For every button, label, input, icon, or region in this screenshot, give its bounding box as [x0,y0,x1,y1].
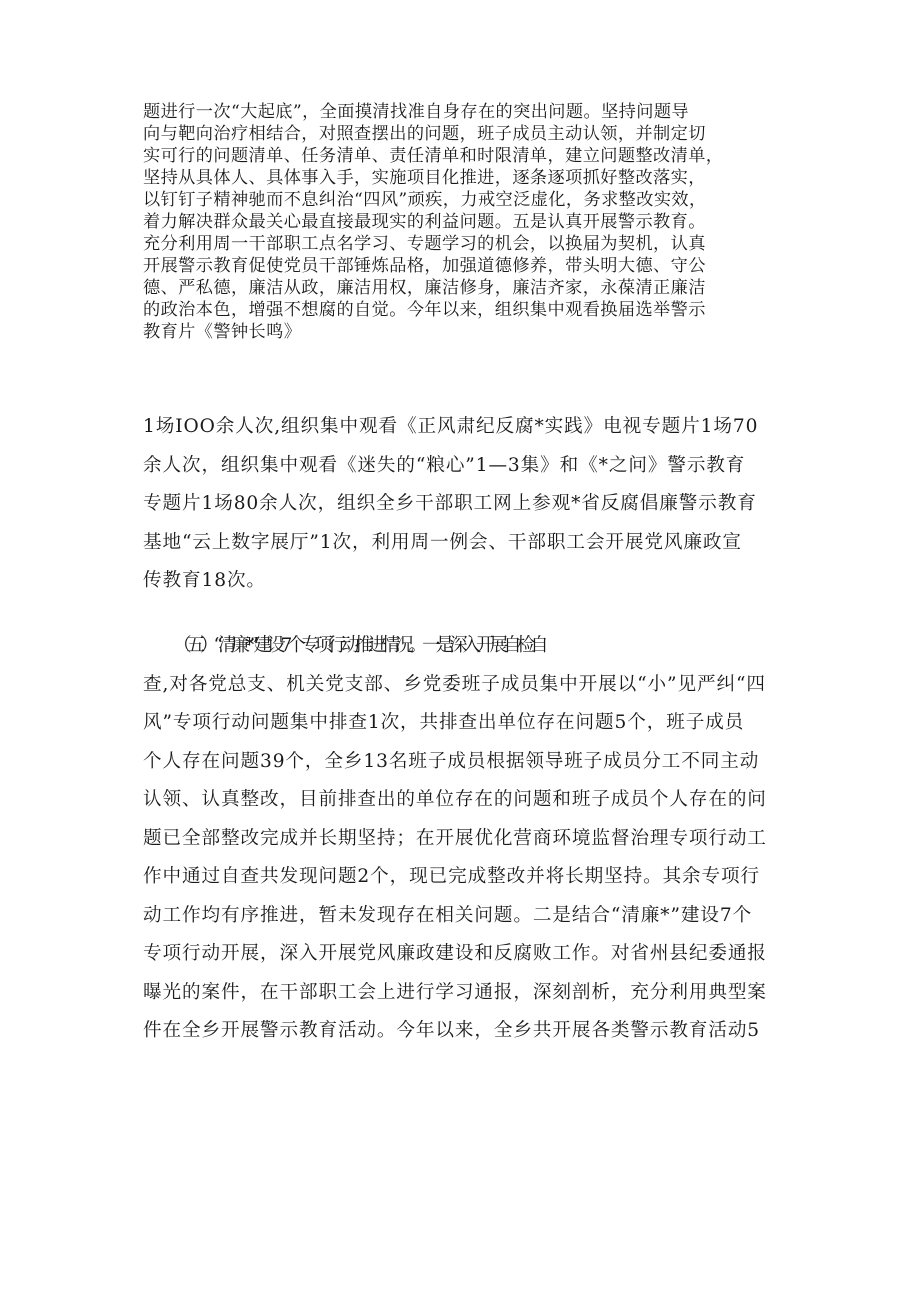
text-line: 余人次，组织集中观看《迷失的“粮心”1—3集》和《*之问》警示教育 [143,454,746,476]
text-line: 充分利用周一干部职工点名学习、专题学习的机会，以换届为契机，认真 [143,234,706,254]
text-line: 德、严私德，廉洁从政，廉洁用权，廉洁修身，廉洁齐家，永葆清正廉洁 [143,278,706,298]
text-line: 开展警示教育促使党员干部锤炼品格，加强道德修养，带头明大德、守公 [143,256,706,276]
text-line: 着力解决群众最关心最直接最现实的利益问题。五是认真开展警示教育。 [143,212,706,232]
text-line: 题进行一次“大起底”，全面摸清找准自身存在的突出问题。坚持问题导 [143,102,690,122]
text-line: 专题片1场80余人次，组织全乡干部职工网上参观*省反腐倡廉警示教育 [143,493,757,515]
text-line: 基地“云上数字展厅”1次，利用周一例会、干部职工会开展党风廉政宣 [143,531,742,553]
text-line: 坚持从具体人、具体事入手，实施项目化推进，逐条逐项抓好整改落实， [143,168,706,188]
text-line: 传教育18次。 [143,570,266,592]
text-line: 作中通过自查共发现问题2个，现已完成整改并将长期坚持。其余专项行 [143,866,761,887]
text-line: 曝光的案件，在干部职工会上进行学习通报，深刻剖析，充分利用典型案 [143,981,767,1003]
text-line: 的政治本色，增强不想腐的自觉。今年以来，组织集中观看换届选举警示 [143,300,706,320]
text-line: 动工作均有序推进，暂未发现存在相关问题。二是结合“清廉*”建设7个 [143,904,753,926]
section-heading-line: （五）“清廉*”建设7个专项行动推进情况。一是深入开展自检自 [173,635,544,656]
text-line: 个人存在问题39个，全乡13名班子成员根据领导班子成员分工不同主动 [143,750,760,772]
text-line: 专项行动开展，深入开展党风廉政建设和反腐败工作。对省州县纪委通报 [143,943,767,964]
paragraph-block-continuation [143,408,791,601]
text-line: 实可行的问题清单、任务清单、责任清单和时限清单，建立问题整改清单， [143,146,724,166]
text-line: 1场IOO余人次,组织集中观看《正风肃纪反腐*实践》电视专题片1场70 [143,416,759,437]
text-line: 认领、认真整改，目前排查出的单位存在的问题和班子成员个人存在的问 [143,789,767,810]
text-line: 题已全部整改完成并长期坚持；在开展优化营商环境监督治理专项行动工 [143,827,767,849]
paragraph-block-compact [143,101,791,343]
text-line: 向与靶向治疗相结合，对照查摆出的问题，班子成员主动认领，并制定切 [143,124,706,144]
text-line: 风”专项行动问题集中排查1次，共排查出单位存在问题5个，班子成员 [143,712,745,733]
text-line: 以钉钉子精神驰而不息纠治“四风”顽疾，力戒空泛虚化，务求整改实效， [143,190,707,210]
text-line: 件在全乡开展警示教育活动。今年以来，全乡共开展各类警示教育活动5 [143,1020,761,1041]
text-line: 教育片《警钟长鸣》 [143,322,302,342]
text-line: 查,对各党总支、机关党支部、乡党委班子成员集中开展以“小”见严纠“四 [143,673,766,695]
paragraph-block-section-five [143,627,791,1051]
